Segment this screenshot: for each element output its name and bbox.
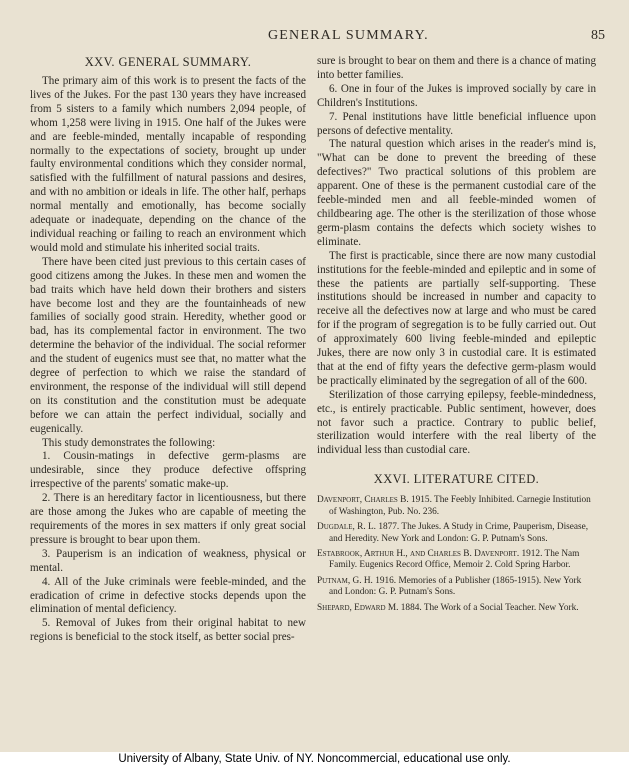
reference-author: Davenport, Charles B. bbox=[317, 495, 409, 506]
reference-author: Shepard, Edward M. bbox=[317, 602, 399, 613]
running-head bbox=[0, 28, 629, 44]
paragraph: This study demonstrates the following: bbox=[42, 436, 216, 449]
reference-item bbox=[317, 576, 596, 599]
reference-author: Putnam, G. H. bbox=[317, 575, 373, 586]
list-item: 2. There is an hereditary factor in licentiousness, but there are those among the Jukes who are capable of meeting the requirements of the mores in sex matters if only great social pressure is brought to bear upon them. bbox=[30, 492, 306, 546]
page-number: 85 bbox=[591, 28, 605, 43]
reference-author: Dugdale, R. L. bbox=[317, 522, 376, 533]
paragraph: The primary aim of this work is to present the facts of the lives of the Jukes. For the past 130 years they have increased from 5 sisters to a family which numbers 2,094 people, of whom 1,258 were living in 1915. One half of the Jukes were and are feeble-minded, mentally incapable of responding normally to the expectations of society, brought up under faulty environmental conditions which they consider normal, satisfied with the fulfillment of natural passions and desires, and with no ambition or ideals in life. The other half, perhaps normal mentally and emotionally, has become socially adequate or inadequate, depending on the chance of the individual reaching or failing to reach an environment which would mold and stimulate his inherited social traits. bbox=[30, 75, 306, 254]
reference-item bbox=[317, 549, 596, 572]
paragraph: Sterilization of those carrying epilepsy, feeble-mindedness, etc., is entirely practicable. Public sentiment, however, does not favor such a practice. Contrary to public belief, sterilization would interfere with the real liberty of the individual less than custodial care. bbox=[317, 388, 596, 457]
list-item: 5. Removal of Jukes from their original habitat to new regions is beneficial to the stock itself, as better social pres- bbox=[30, 617, 306, 644]
reference-text: 1916. Memories of a Publisher (1865-1915). New York and London: G. P. Putnam's Sons. bbox=[329, 575, 582, 598]
footer-credit: University of Albany, State Univ. of NY. Noncommercial, educational use only. bbox=[118, 753, 511, 765]
paragraph: There have been cited just previous to this certain cases of good citizens among the Jukes. In these men and women the bad traits which have held down their brothers and sisters have become lost and they are the fountainheads of new families of socially good strain. Heredity, whether good or bad, has its complemental factor in environment. The two determine the behavior of the individual. The social reformer and the student of eugenics must see that, no matter what the degree of perfection to which we raise the standard of environment, the response of the individual will still depend on its constitution and the constitution must be adequate before we can attain the perfect individual, socially and eugenically. bbox=[30, 255, 306, 435]
reference-item bbox=[317, 495, 596, 518]
reference-text: 1912. The Nam Family. Eugenics Record Office, Memoir 2. Cold Spring Harbor. bbox=[329, 548, 580, 571]
section-heading-general-summary: XXV. GENERAL SUMMARY. bbox=[84, 55, 252, 69]
running-title: GENERAL SUMMARY. bbox=[268, 28, 429, 43]
paragraph: The natural question which arises in the reader's mind is, "What can be done to prevent the breeding of these defectives?" Two practical solutions of this problem are apparent. One of these is the permanent custodial care of the feeble-minded men and all feeble-minded women of childbearing age. The other is the sterilization of those whose germ-plasm contains the defects which society wishes to eliminate. bbox=[317, 138, 596, 248]
reference-text: 1877. The Jukes. A Study in Crime, Pauperism, Disease, and Heredity. New York and London: G. P. Putnam's Sons. bbox=[329, 522, 589, 544]
right-column bbox=[317, 55, 596, 618]
reference-item bbox=[317, 522, 596, 545]
left-column bbox=[30, 55, 306, 645]
list-item: 4. All of the Juke criminals were feeble-minded, and the eradication of crime in defective stocks depends upon the elimination of mental deficiency. bbox=[30, 575, 306, 616]
reference-text: 1915. The Feebly Inhibited. Carnegie Institution of Washington, Pub. No. 236. bbox=[329, 495, 591, 517]
reference-author: Estabrook, Arthur H., and Charles B. Davenport. bbox=[317, 548, 520, 559]
list-item: 6. One in four of the Jukes is improved socially by care in Children's Institutions. bbox=[317, 82, 596, 109]
section-heading-literature-cited: XXVI. LITERATURE CITED. bbox=[373, 472, 540, 487]
list-item: 7. Penal institutions have little beneficial influence upon persons of defective mentality. bbox=[317, 110, 596, 137]
list-item: 3. Pauperism is an indication of weakness, physical or mental. bbox=[30, 547, 306, 574]
paragraph-continued: sure is brought to bear on them and there is a chance of mating into better families. bbox=[317, 55, 596, 81]
paragraph: The first is practicable, since there are now many custodial institutions for the feeble-minded and epileptic and in some of these the patients are partially self-supporting. These institutions should be increased in number and capacity to receive all the defectives now at large and who must be cared for if the program of segregation is to be fully carried out. Out of approximately 600 living feeble-minded and epileptic Jukes, there are now only 3 in custodial care. It is estimated that at the end of fifty years the defective germ-plasm would be practically eliminated by the segregation of all of the 600. bbox=[317, 249, 596, 387]
reference-item bbox=[317, 603, 596, 614]
list-item: 1. Cousin-matings in defective germ-plasms are undesirable, since they produce defective offspring irrespective of the parents' somatic make-up. bbox=[30, 450, 306, 491]
reference-text: 1884. The Work of a Social Teacher. New York. bbox=[398, 602, 579, 613]
